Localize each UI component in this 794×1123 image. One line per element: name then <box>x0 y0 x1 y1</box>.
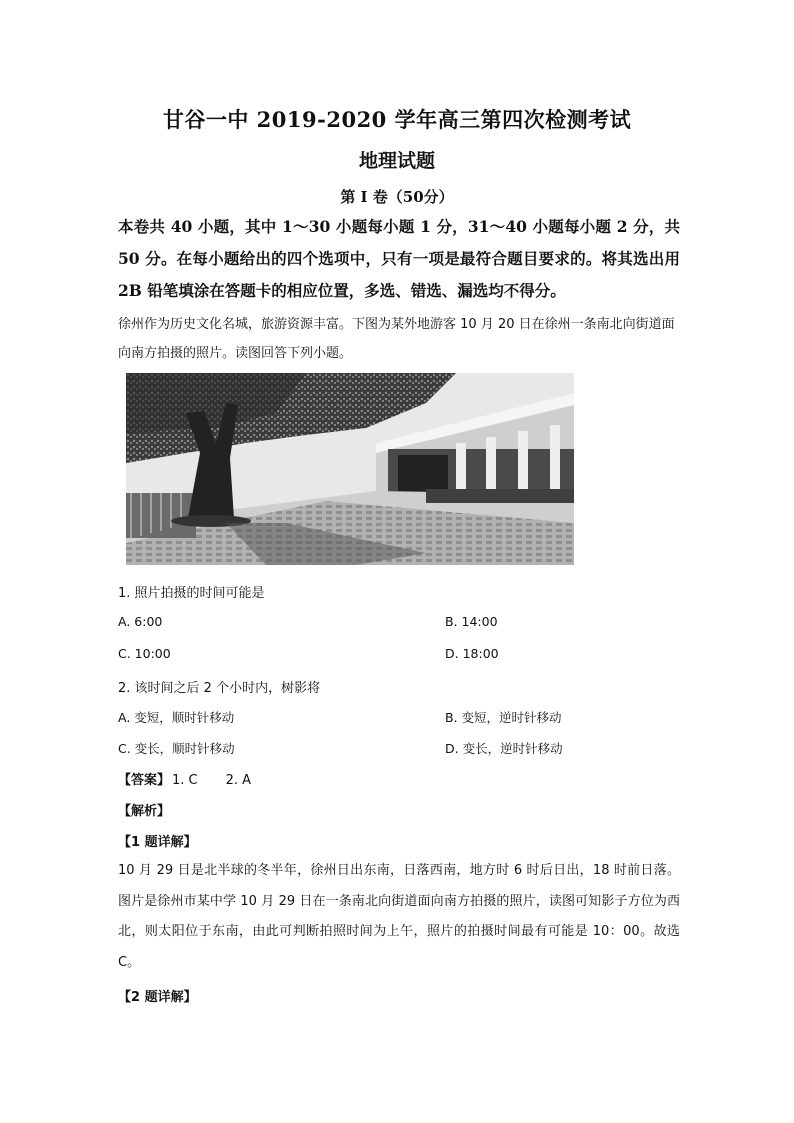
q2-option-a: A. 变短，顺时针移动 <box>118 710 235 725</box>
q2-analysis-label: 【2 题详解】 <box>118 990 197 1005</box>
question-intro: 徐州作为历史文化名城，旅游资源丰富。下图为某外地游客 10 月 20 日在徐州一条南北向街道面向南方拍摄的照片。读图回答下列小题。 <box>118 317 675 361</box>
q1-analysis-text: 10 月 29 日是北半球的冬半年，徐州日出东南，日落西南，地方时 6 时后日出，18 时前日落。图片是徐州市某中学 10 月 29 日在一条南北向街道面向南方拍摄的照片，读图可知影子方位为西北，则太阳位于东南，由此可判断拍照时间为上午，照片的拍摄时间最有可能是 10：00。故选 C。 <box>118 863 680 970</box>
q2-option-d: D. 变长，逆时针移动 <box>445 741 563 756</box>
answer-2: 2. A <box>225 773 252 788</box>
q2-option-c: C. 变长，顺时针移动 <box>118 741 235 756</box>
answer-1: 1. C <box>172 773 198 788</box>
answer-line <box>118 769 251 788</box>
q1-analysis-label: 【1 题详解】 <box>118 835 197 850</box>
q1-option-c: C. 10:00 <box>118 646 171 661</box>
section-heading: 第 I 卷（50分） <box>340 188 454 206</box>
question-1-stem: 1. 照片拍摄的时间可能是 <box>118 586 265 601</box>
q1-option-a: A. 6:00 <box>118 614 163 629</box>
answer-label: 【答案】 <box>118 773 171 788</box>
q1-option-d: D. 18:00 <box>445 646 499 661</box>
q1-option-b: B. 14:00 <box>445 614 498 629</box>
section-instructions: 本卷共 40 小题，其中 1～30 小题每小题 1 分，31～40 小题每小题 2 分，共 50 分。在每小题给出的四个选项中，只有一项是最符合题目要求的。将其选出用 2B 铅笔填涂在答题卡的相应位置，多选、错选、漏选均不得分。 <box>118 217 680 300</box>
question-2-stem: 2. 该时间之后 2 个小时内，树影将 <box>118 681 321 696</box>
analysis-label: 【解析】 <box>118 804 171 819</box>
street-photo <box>126 373 574 565</box>
exam-subject: 地理试题 <box>358 150 435 172</box>
exam-title: 甘谷一中 2019-2020 学年高三第四次检测考试 <box>162 107 632 132</box>
q2-option-b: B. 变短，逆时针移动 <box>445 710 562 725</box>
